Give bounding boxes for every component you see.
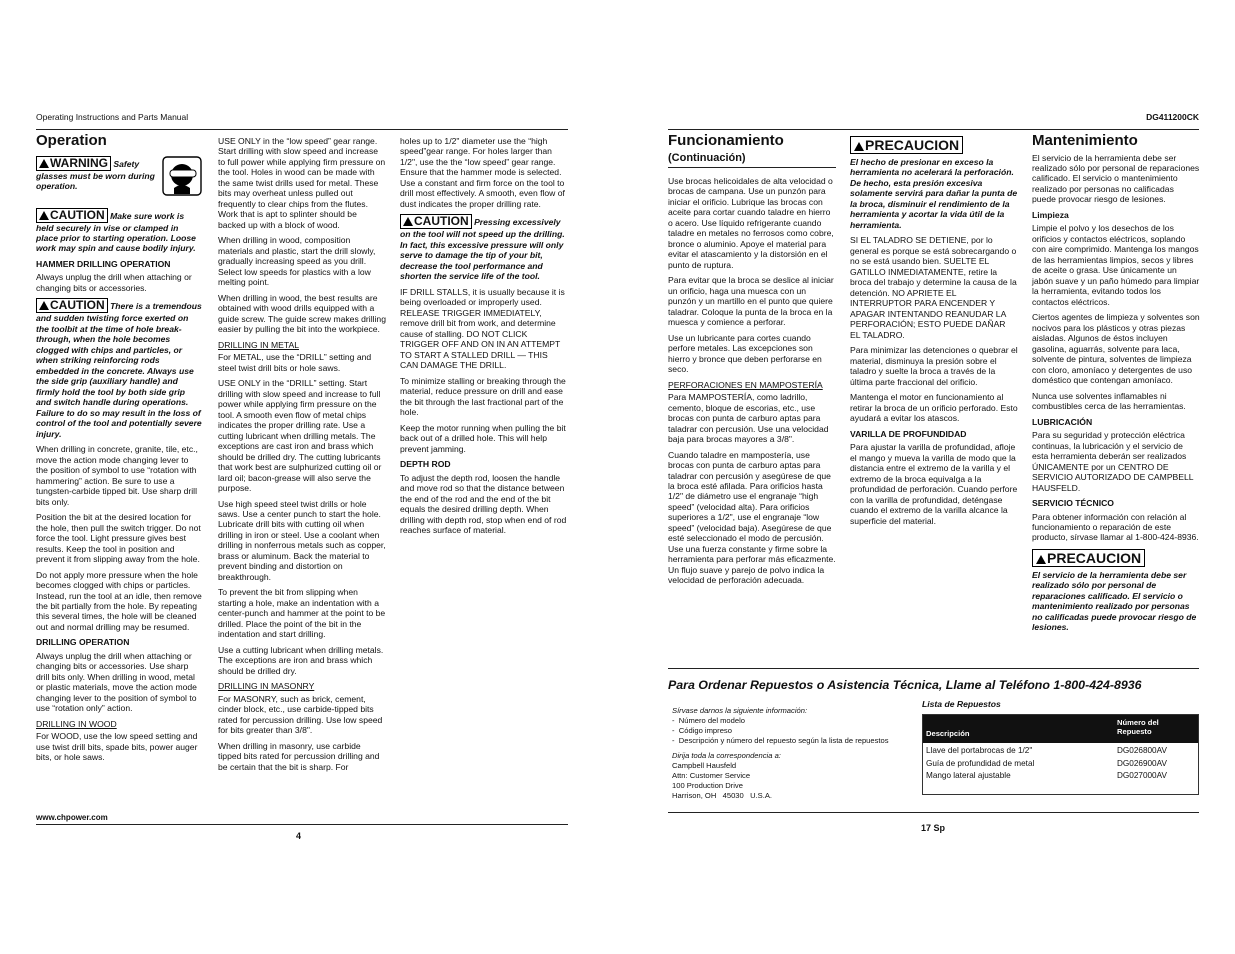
funcionamiento-column <box>668 133 836 591</box>
hammer-drilling-heading: HAMMER DRILLING OPERATION <box>36 258 171 269</box>
paragraph: For MASONRY, such as brick, cement, cinder block, etc., use carbide-tipped bits rated for percussion drilling. Use low speed for bits greater than 3/8". <box>218 693 383 736</box>
drilling-in-masonry-heading: DRILLING IN MASONRY <box>218 681 315 692</box>
info-item: - Descripción y número del repuesto según la lista de repuestos <box>672 735 889 745</box>
warning-triangle-icon <box>39 301 49 310</box>
drilling-in-wood-heading: DRILLING IN WOOD <box>36 718 117 729</box>
mantenimiento-column <box>1032 133 1200 638</box>
paragraph: USE ONLY in the “DRILL” setting. Start drilling with slow speed and increase to full power while applying firm pressure on the tool. A smooth even flow of metal chips indicates the proper drilling rate. Use a cutting lubricant when drilling metals. The exceptions are cast iron and brass which should be drilled dry. The cutting lubricants that work best are sulphurized cutting oil or lard oil; bacon-grease will also serve the purpose. <box>218 378 382 494</box>
part-number: DG026800AV <box>1117 746 1167 755</box>
funcionamiento-subtitle: (Continuación) <box>668 152 836 168</box>
address-line: 100 Production Drive <box>672 781 743 791</box>
table-row <box>923 770 1198 783</box>
precaucion-text-2: El servicio de la herramienta debe ser realizado sólo por personal de reparaciones calificado. El servicio o mantenimiento realizado por personas no calificadas puede provocar riesgo de lesiones. <box>1032 569 1197 633</box>
mamposteria-heading: PERFORACIONES EN MAMPOSTERÍA <box>668 379 823 390</box>
parts-list-title: Lista de Repuestos <box>922 699 1001 709</box>
paragraph: Keep the motor running when pulling the bit back out of a drilled hole. This will help prevent jamming. <box>400 422 566 454</box>
warning-block <box>36 156 202 202</box>
drilling-in-metal-heading: DRILLING IN METAL <box>218 339 300 350</box>
drilling-operation-heading: DRILLING OPERATION <box>36 637 130 648</box>
paragraph: Do not apply more pressure when the hole becomes clogged with chips or particles. Instead, run the tool at an idle, then remove the bit partially from the hole. By repeating this several times, the hole will be cleaned out and normal drilling may be resumed. <box>36 569 202 632</box>
precaucion-badge-2: PRECAUCION <box>1032 549 1145 567</box>
paragraph: Mantenga el motor en funcionamiento al retirar la broca de un orificio perforado. Esto ayudará a evitar los atascos. <box>850 392 1018 424</box>
info-item: - Número del modelo <box>672 715 746 725</box>
paragraph: Para minimizar las detenciones o quebrar el material, disminuya la presión sobre el taladro y suelte la broca a través de la última parte fraccional del orificio. <box>850 345 1018 387</box>
paragraph: To adjust the depth rod, loosen the handle and move rod so that the distance between the end of the rod and the end of the bit equals the desired drilling depth. When drilling with depth rod, stop when end of rod reaches surface of material. <box>400 472 567 535</box>
paragraph: holes up to 1/2" diameter use the “high speed”gear range. For holes larger than 1/2", use the the “low speed” gear range. Ensure that the hammer mode is selected. Use a constant and firm force on the tool to drill most effectively. A smooth, even flow of dust indicates the proper drilling rate. <box>400 136 565 209</box>
mantenimiento-title: Mantenimiento <box>1032 132 1138 149</box>
col-descripcion: Descripción <box>926 729 970 738</box>
footer-rule-right <box>668 812 1199 813</box>
paragraph: Para ajustar la varilla de profundidad, afloje el mango y mueva la varilla de modo que la distancia entre el extremo de la varilla y el extremo de la broca equivalga a la profundidad de perforación. Cuando perfore con la varilla de profundidad, deténgase cuando el extremo de la varilla alcance la superficie del material. <box>850 442 1018 526</box>
paragraph: When drilling in wood, composition materials and plastic, start the drill slowly, gradually increasing speed as you drill. Select low speeds for plastics with a low melting point. <box>218 235 376 288</box>
paragraph: Use a cutting lubricant when drilling metals. The exceptions are iron and brass which should be drilled dry. <box>218 644 384 676</box>
parts-table-header <box>923 715 1198 743</box>
operation-column-2 <box>218 136 386 777</box>
warning-triangle-icon <box>403 217 413 226</box>
precaucion-badge-1: PRECAUCION <box>850 136 963 154</box>
paragraph: Use brocas helicoidales de alta velocidad o brocas de campana. Use un punzón para iniciar el orificio. Lubrique las brocas con aceite para cortar cuando taladre en hierro o acero. Use líquido refrigerante cuando taladre en metales no ferrosos como cobre, bronce o aluminio. Apoye el material para evitar el atascamiento y la distorsión en el punto de ruptura. <box>668 175 834 270</box>
hammer-drilling-text: Always unplug the drill when attaching or changing bits or accessories. <box>36 272 192 293</box>
footer-rule-left <box>36 824 568 825</box>
footer-url: www.chpower.com <box>36 813 108 822</box>
paragraph: Use un lubricante para cortes cuando perfore metales. Las excepciones son hierro y bronce que deben perforarse en seco. <box>668 332 822 375</box>
info-intro: Sírvase darnos la siguiente información: <box>672 706 808 715</box>
caution-badge-3: CAUTION <box>400 214 472 229</box>
paragraph: For METAL, use the “DRILL” setting and steel twist drill bits or hole saws. <box>218 352 372 373</box>
limpieza-heading: Limpieza <box>1032 209 1069 220</box>
paragraph: When drilling in wood, the best results are obtained with wood drills equipped with a guide screw. The guide screw makes drilling easier by pulling the bit into the workpiece. <box>218 292 386 335</box>
order-rule <box>668 668 1199 669</box>
paragraph: Limpie el polvo y los desechos de los orificios y contactos eléctricos, soplando con aire comprimido. Mantenga los mangos de las herramientas limpios, secos y libres de aceite o grasa. Use únicamente un jabón suave y un paño húmedo para limpiar la herramienta, evitando todos los contactos eléctricos. <box>1032 223 1200 307</box>
caution-text-1: Make sure work is held securely in vise or clamped in place prior to starting operation. Loose work may spin and cause bodily injury. <box>36 210 196 254</box>
paragraph: To prevent the bit from slipping when starting a hole, make an indentation with a center-punch and hammer at the point to be drilled. Place the point of the bit in the indentation and start drilling. <box>218 587 386 640</box>
order-info <box>672 706 918 801</box>
parts-table <box>922 714 1199 795</box>
paragraph: Ciertos agentes de limpieza y solventes son nocivos para los plásticos y otras piezas aisladas. Algunos de éstos incluyen gasolina, aguarrás, solvente para laca, solvente de pintura, solventes de limpieza con cloro, amoníaco y detergentes de uso doméstico que contengan amoníaco. <box>1032 312 1200 386</box>
warning-triangle-icon <box>39 159 49 168</box>
paragraph: Position the bit at the desired location for the hole, then pull the switch trigger. Do not force the tool. Light pressure gives best results. Keep the tool in position and prevent it from slipping away from the hole. <box>36 512 201 565</box>
paragraph: Para su seguridad y protección eléctrica continuas, la lubricación y el servicio de esta herramienta deberán ser realizados ÚNICAMENTE por un CENTRO DE SERVICIO AUTORIZADO DE CAMPBELL HAUSFELD. <box>1032 430 1194 493</box>
operation-column-3 <box>400 136 568 540</box>
paragraph: USE ONLY in the “low speed” gear range. Start drilling with slow speed and increase to full power while applying firm pressure on the tool. Holes in wood can be made with the same twist drills used for metal. These bits may overheat unless pulled out frequently to clear chips from the flutes. Work that is apt to splinter should be backed up with a block of wood. <box>218 136 386 230</box>
table-row <box>923 758 1198 771</box>
paragraph: Para MAMPOSTERÍA, como ladrillo, cemento, bloque de escorias, etc., use brocas con punta de carburo aptas para taladrar con percusión. Use una velocidad baja para brocas mayores a 3/8". <box>668 392 829 445</box>
part-description: Guía de profundidad de metal <box>926 758 1035 768</box>
caution-text-2: There is a tremendous and sudden twisting force exerted on the toolbit at the time of hole break-through, when the hole becomes clogged with chips and particles, or when striking reinforcing rods embedded in the concrete. Always use the side grip (auxiliary handle) and firmly hold the tool by both side grip and switch handle during operations. Failure to do so may result in the loss of control of the tool and potentially severe injury. <box>36 301 202 439</box>
precaucion-column <box>850 136 1018 531</box>
paragraph: When drilling in concrete, granite, tile, etc., move the action mode changing lever to the position of symbol to use “rotation with hammering” action. Be sure to use a tungsten-carbide tipped bit. Use sharp drill bits only. <box>36 444 198 507</box>
operation-column-1 <box>36 133 202 768</box>
paragraph: To minimize stalling or breaking through the material, reduce pressure on drill and ease the bit through the last fractional part of the hole. <box>400 375 566 418</box>
header-rule-right <box>668 129 1199 130</box>
info-item: - Código impreso <box>672 725 732 735</box>
caution-badge-2: CAUTION <box>36 298 108 313</box>
operation-title: Operation <box>36 132 107 149</box>
warning-text: Safety glasses must be worn during operation. <box>36 158 155 191</box>
page-number-left: 4 <box>296 831 302 841</box>
col-numero: Número del Repuesto <box>1117 718 1159 736</box>
warning-badge: WARNING <box>36 156 111 171</box>
paragraph: When drilling in masonry, use carbide tipped bits rated for percussion drilling and be certain that the bit is sharp. For <box>218 740 380 772</box>
part-number: DG026900AV <box>1117 758 1167 768</box>
part-number: DG027000AV <box>1117 771 1167 780</box>
precaucion-text-1: El hecho de presionar en exceso la herramienta no acelerará la perforación. De hecho, esta presión excesiva solamente servirá para dañar la punta de la broca, disminuir el rendimiento de la herramienta y acortar la vida útil de la herramienta. <box>850 157 1018 230</box>
funcionamiento-title: Funcionamiento <box>668 132 784 149</box>
depth-rod-heading: DEPTH ROD <box>400 459 451 470</box>
paragraph: Nunca use solventes inflamables ni combustibles cerca de las herramientas. <box>1032 390 1186 412</box>
paragraph: SI EL TALADRO SE DETIENE, por lo general es porque se está sobrecargando o no se está usando bien. SUELTE EL GATILLO INMEDIATAMENTE, retire la broca del trabajo y determine la causa de la detención. NO APRIETE EL INTERRUPTOR PARA ENCENDER Y APAGAR INTENTANDO REANUDAR LA PERFORACIÓN; ESTO PUEDE DAÑAR EL TALADRO. <box>850 235 1017 340</box>
header-manual-title: Operating Instructions and Parts Manual <box>36 112 189 122</box>
paragraph: Cuando taladre en mampostería, use brocas con punta de carburo aptas para taladrar con percusión y asegúrese de que la broca esté afilada. Para orificios hasta 1/2" de diámetro use el engranaje “high speed” (velocidad alta). Para orificios superiores a 1/2", use el engranaje “low speed” (velocidad baja). Asegúrese de que esté seleccionado el modo de percusión. Use una fuerza constante y firme sobre la herramienta para perforar más eficazmente. Un flujo suave y parejo de polvo indica la velocidad de perforación adecuada. <box>668 449 836 586</box>
caution-badge-1: CAUTION <box>36 208 108 223</box>
paragraph: Para evitar que la broca se deslice al iniciar un orificio, haga una muesca con un punzón y un martillo en el punto que quiere taladrar. Coloque la punta de la broca en la muesca y comience a perforar. <box>668 275 834 328</box>
table-row <box>923 745 1198 758</box>
address-line: Harrison, OH 45030 U.S.A. <box>672 790 773 800</box>
paragraph: IF DRILL STALLS, it is usually because it is being overloaded or improperly used. RELEASE TRIGGER IMMEDIATELY, remove drill bit from work, and determine cause of stalling. DO NOT CLICK TRIGGER OFF AND ON IN AN ATTEMPT TO START A STALLED DRILL — THIS CAN DAMAGE THE DRILL. <box>400 286 565 371</box>
paragraph: Para obtener información con relación al funcionamiento o reparación de este producto, sírvase llamar al 1-800-424-8936. <box>1032 511 1199 543</box>
model-number: DG411200CK <box>1146 112 1199 122</box>
paragraph: Always unplug the drill when attaching or changing bits or accessories. Use sharp drill bits only. When drilling in wood, metal or plastic materials, move the action mode changing lever to the position of symbol to use “rotation only” action. <box>36 650 197 714</box>
safety-glasses-icon <box>162 156 202 196</box>
warning-triangle-icon <box>1036 555 1046 564</box>
paragraph: El servicio de la herramienta debe ser realizado sólo por personal de reparaciones calificado. El servicio o mantenimiento realizado por personas no calificadas puede provocar riesgo de lesiones. <box>1032 152 1200 205</box>
order-banner: Para Ordenar Repuestos o Asistencia Técnica, Llame al Teléfono 1-800-424-8936 <box>668 678 1142 692</box>
paragraph: Use high speed steel twist drills or hole saws. Use a center punch to start the hole. Lubricate drill bits with cutting oil when drilling in iron or steel. Use a coolant when drilling in nonferrous metals such as copper, brass or aluminum. Back the material to prevent binding and distortion on breakthrough. <box>218 498 386 582</box>
warning-triangle-icon <box>854 142 864 151</box>
varilla-heading: VARILLA DE PROFUNDIDAD <box>850 428 967 439</box>
warning-triangle-icon <box>39 211 49 220</box>
caution-text-3: Pressing excessively on the tool will not speed up the drilling. In fact, this excessive pressure will only serve to damage the tip of your bit, decrease the tool performance and shorten the service life of the tool. <box>400 217 565 282</box>
mail-intro: Dirija toda la correspondencia a: <box>672 751 781 761</box>
address-line: Attn: Customer Service <box>672 771 751 781</box>
servicio-heading: SERVICIO TÉCNICO <box>1032 498 1114 509</box>
header-rule-left <box>36 129 568 130</box>
page-number-right: 17 Sp <box>921 823 946 833</box>
lubricacion-heading: LUBRICACIÓN <box>1032 416 1093 427</box>
address-line: Campbell Hausfeld <box>672 761 737 771</box>
paragraph: For WOOD, use the low speed setting and use twist drill bits, spade bits, power auger bits, or hole saws. <box>36 731 198 763</box>
part-description: Mango lateral ajustable <box>926 771 1011 780</box>
part-description: Llave del portabrocas de 1/2" <box>926 746 1033 755</box>
